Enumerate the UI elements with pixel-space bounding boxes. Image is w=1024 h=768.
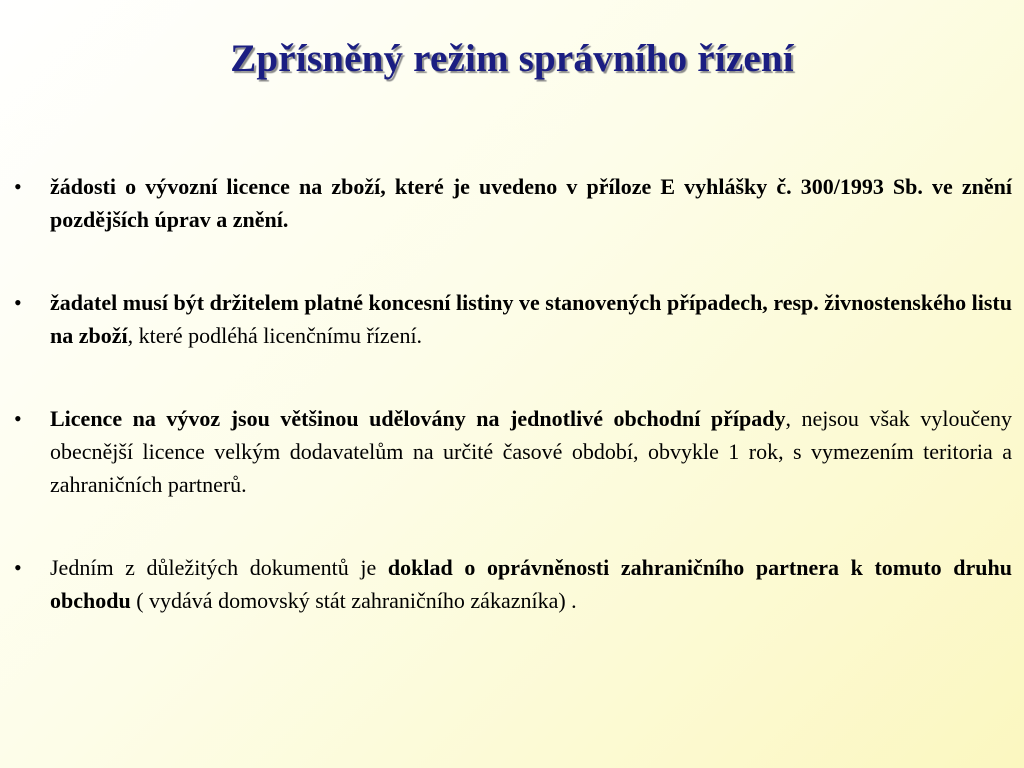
- bullet-bold-text: žádosti o vývozní licence na zboží, které je uvedeno v příloze E vyhlášky č. 300/1993 Sb. ve znění pozdějších úprav a znění.: [50, 174, 1012, 232]
- bullet-item: [14, 170, 1012, 236]
- bullet-item: [14, 551, 1012, 617]
- bullet-bold-text: Licence na vývoz jsou většinou udělovány na jednotlivé obchodní případy: [50, 406, 786, 431]
- bullet-list: [14, 170, 1012, 617]
- bullet-lead-text: Jedním z důležitých dokumentů je: [50, 555, 388, 580]
- bullet-text: , které podléhá licenčnímu řízení.: [127, 323, 423, 348]
- bullet-item: [14, 286, 1012, 352]
- bullet-bold-text: doklad o oprávněnosti zahraničního partnera k tomuto druhu obchodu: [50, 555, 1012, 613]
- slide-title: Zpřísněný režim správního řízení: [230, 37, 794, 80]
- bullet-item: [14, 402, 1012, 501]
- bullet-marker: •: [14, 290, 22, 315]
- bullet-text: , nejsou však vyloučeny obecnější licence velkým dodavatelům na určité časové období, obvykle 1 rok, s vymezením teritoria a zahraničních partnerů.: [50, 406, 1012, 497]
- bullet-marker: •: [14, 555, 22, 580]
- bullet-text: ( vydává domovský stát zahraničního zákazníka) .: [130, 588, 577, 613]
- bullet-marker: •: [14, 174, 22, 199]
- bullet-marker: •: [14, 406, 22, 431]
- bullet-bold-text: žadatel musí být držitelem platné koncesní listiny ve stanovených případech, resp. živnostenského listu na zboží: [50, 290, 1012, 348]
